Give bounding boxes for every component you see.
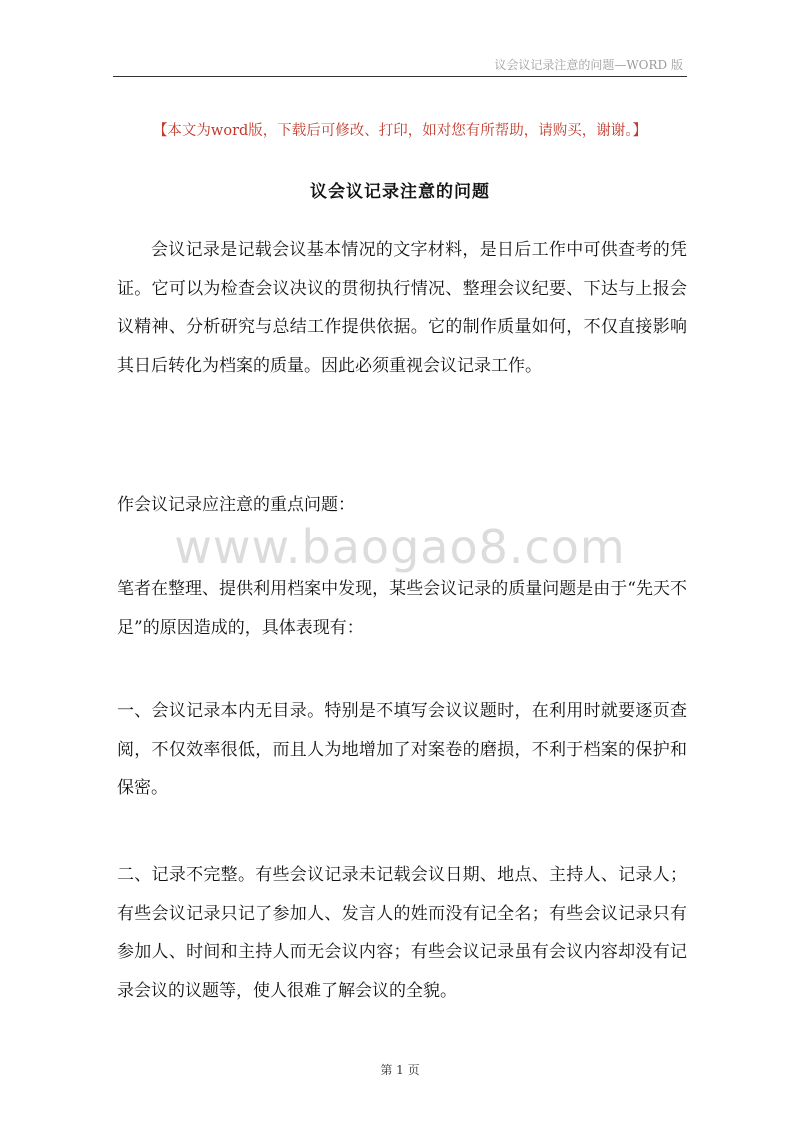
document-title: 议会议记录注意的问题 xyxy=(310,182,490,202)
paragraph-issue-two: 二、记录不完整。有些会议记录未记载会议日期、地点、主持人、记录人；有些会议记录只记了参加人、发言人的姓而没有记全名；有些会议记录只有参加人、时间和主持人而无会议内容；有些会议记录虽有会议内容却没有记录会议的议题等，使人很难了解会议的全貌。 xyxy=(117,865,687,1001)
paragraph-intro: 会议记录是记载会议基本情况的文字材料，是日后工作中可供查考的凭证。它可以为检查会议决议的贯彻执行情况、整理会议纪要、下达与上报会议精神、分析研究与总结工作提供依据。它的制作质量如何，不仅直接影响其日后转化为档案的质量。因此必须重视会议记录工作。 xyxy=(117,240,687,376)
download-notice: 【本文为word版，下载后可修改、打印，如对您有所帮助，请购买，谢谢。】 xyxy=(152,123,648,139)
watermark: www.baogao8.com xyxy=(174,520,626,574)
paragraph-issue-one: 一、会议记录本内无目录。特别是不填写会议议题时，在利用时就要逐页查阅，不仅效率很低，而且人为地增加了对案卷的磨损，不利于档案的保护和保密。 xyxy=(117,701,687,798)
page-header xyxy=(113,52,687,77)
paragraph-findings: 笔者在整理、提供利用档案中发现，某些会议记录的质量问题是由于“先天不足”的原因造成的，具体表现有： xyxy=(117,579,687,638)
paragraph-key-issues-heading: 作会议记录应注意的重点问题： xyxy=(117,495,355,515)
page-number: 第 1 页 xyxy=(380,1063,420,1077)
header-title: 议会议记录注意的问题—WORD 版 xyxy=(494,58,683,72)
